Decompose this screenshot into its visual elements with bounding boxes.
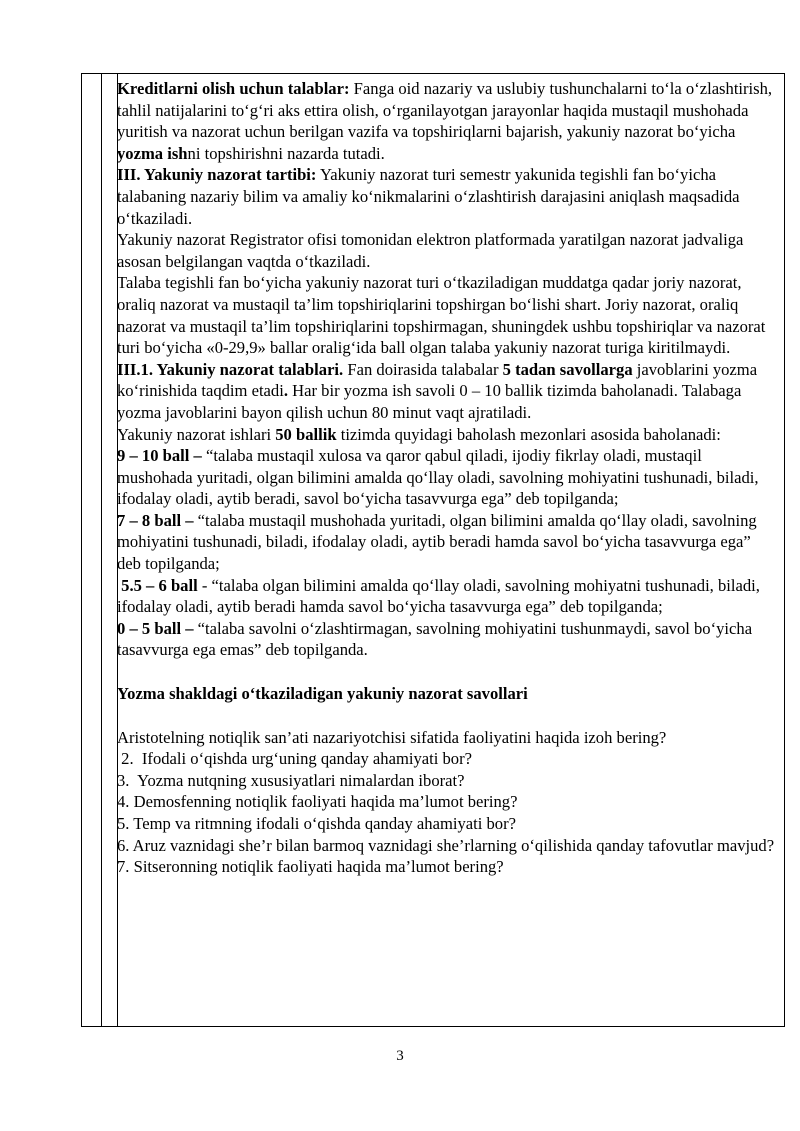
grade-criterion-5-5-6 bbox=[117, 575, 775, 618]
grading-intro-paragraph bbox=[117, 424, 775, 446]
requirements-text-2: javoblarini yozma ko‘rinishida taqdim etadi bbox=[117, 359, 758, 401]
question-item: 4. Demosfenning notiqlik faoliyati haqida ma’lumot bering? bbox=[117, 792, 518, 812]
question-item: 7. Sitseronning notiqlik faoliyati haqida ma’lumot bering? bbox=[117, 857, 504, 877]
question-item: 6. Aruz vaznidagi she’r bilan barmoq vaznidagi she’rlarning o‘qilishida qanday tafovutlar mavjud? bbox=[117, 835, 775, 855]
grade-description: “talaba mustaqil xulosa va qaror qabul qiladi, ijodiy fikrlay oladi, mustaqil mushohada yuritadi, olgan bilimini amalda qo‘llay oladi, savolning mohiyatini tushunadi, biladi, ifodalay oladi, aytib beradi, savol bo‘yicha tasavvurga ega” deb topilganda; bbox=[117, 446, 759, 509]
requirements-text-1: Fan doirasida talabalar bbox=[343, 359, 503, 379]
spacer bbox=[117, 705, 775, 727]
fifty-points-term: 50 ballik bbox=[275, 424, 337, 444]
grade-label: 0 – 5 ball – bbox=[117, 618, 194, 638]
page-number: 3 bbox=[396, 1048, 404, 1064]
final-control-requirements-paragraph bbox=[117, 359, 775, 424]
question-item: Aristotelning notiqlik san’ati nazariyotchisi sifatida faoliyatini haqida izoh bering? bbox=[117, 727, 667, 747]
grade-criterion-0-5 bbox=[117, 618, 775, 661]
grade-description: “talaba savolni o‘zlashtirmagan, savolning mohiyatini tushunmaydi, savol bo‘yicha tasavvurga ega emas” deb topilganda. bbox=[117, 618, 753, 660]
credit-requirements-label: Kreditlarni olish uchun talablar: bbox=[117, 79, 350, 98]
eligibility-paragraph: Talaba tegishli fan bo‘yicha yakuniy nazorat turi o‘tkaziladigan muddatga qadar joriy nazorat, oraliq nazorat va mustaqil ta’lim topshiriqlarini topshirgan bo‘lishi shart. Joriy nazorat, oraliq nazorat va mustaqil ta’lim topshiriqlarini topshirmagan, shuningdek ushbu topshiriqlar va nazorat turi bo‘yicha «0-29,9» ballar oralig‘ida ball olgan talaba yakuniy nazorat turiga kiritilmaydi. bbox=[117, 273, 766, 358]
grade-label: 5.5 – 6 ball bbox=[117, 575, 198, 595]
credit-requirements-paragraph bbox=[117, 78, 775, 164]
questions-heading bbox=[117, 683, 775, 705]
section-iii-title: III. Yakuniy nazorat tartibi: bbox=[117, 165, 317, 185]
grade-criterion-7-8 bbox=[117, 510, 775, 575]
grade-criterion-9-10 bbox=[117, 445, 775, 510]
grade-description: “talaba mustaqil mushohada yuritadi, olgan bilimini amalda qo‘llay oladi, savolning mohiyatini tushunadi, biladi, ifodalay oladi, aytib beradi hamda savol bo‘yicha tasavvurga ega” deb topilganda; bbox=[117, 510, 757, 574]
grade-description: - “talaba olgan bilimini amalda qo‘llay oladi, savolning mohiyatni tushunadi, biladi, ifodalay oladi, aytib beradi hamda savol bo‘yicha tasavvurga ega” deb topilganda; bbox=[117, 575, 765, 617]
section-iii-1-title: III.1. Yakuniy nazorat talablari. bbox=[117, 359, 344, 379]
final-control-procedure-paragraph bbox=[117, 164, 775, 229]
question-item: 3. Yozma nutqning xususiyatlari nimalardan iborat? bbox=[117, 770, 465, 790]
grading-intro-text-2: tizimda quyidagi baholash mezonlari asosida baholanadi: bbox=[336, 424, 721, 444]
table-column-1 bbox=[82, 74, 102, 1026]
requirements-period: . bbox=[283, 381, 288, 401]
grading-intro-text-1: Yakuniy nazorat ishlari bbox=[117, 424, 276, 444]
grade-label: 7 – 8 ball – bbox=[117, 510, 194, 530]
credit-requirements-text: Fanga oid nazariy va uslubiy tushunchalarni to‘la o‘zlashtirish, tahlil natijalarini to‘g‘ri aks ettira olish, o‘rganilayotgan jarayonlar haqida mustaqil mushohada yuritish va nazorat uchun berilgan vazifa va topshiriqlarni bajarish, yakuniy nazorat bo‘yicha bbox=[117, 79, 773, 142]
spacer bbox=[117, 661, 775, 683]
table-cell-content bbox=[117, 78, 775, 878]
credit-requirements-text-end: ni topshirishni nazarda tutadi. bbox=[187, 143, 385, 163]
question-item: 5. Temp va ritmning ifodali o‘qishda qanday ahamiyati bor? bbox=[117, 814, 516, 833]
registrar-paragraph: Yakuniy nazorat Registrator ofisi tomonidan elektron platformada yaratilgan nazorat jadvaliga asosan belgilangan vaqtda o‘tkaziladi. bbox=[117, 230, 744, 271]
questions-heading-text: Yozma shakldagi o‘tkaziladigan yakuniy nazorat savollari bbox=[117, 684, 528, 704]
grade-label: 9 – 10 ball – bbox=[117, 446, 202, 466]
question-item: 2. Ifodali o‘qishda urg‘uning qanday ahamiyati bor? bbox=[117, 749, 472, 769]
requirements-text-3: Har bir yozma ish savoli 0 – 10 ballik tizimda baholanadi. Talabaga yozma javoblarini bayon qilish uchun 80 minut vaqt ajratiladi. bbox=[117, 381, 742, 422]
written-work-term: yozma ish bbox=[117, 143, 188, 163]
final-control-procedure-text: Yakuniy nazorat turi semestr yakunida tegishli fan bo‘yicha talabaning nazariy bilim va amaliy ko‘nikmalarini o‘zlashtirish darajasini aniqlash maqsadida o‘tkaziladi. bbox=[117, 165, 740, 228]
table-column-2 bbox=[102, 74, 118, 1026]
five-questions-term: 5 tadan savollarga bbox=[502, 359, 633, 379]
